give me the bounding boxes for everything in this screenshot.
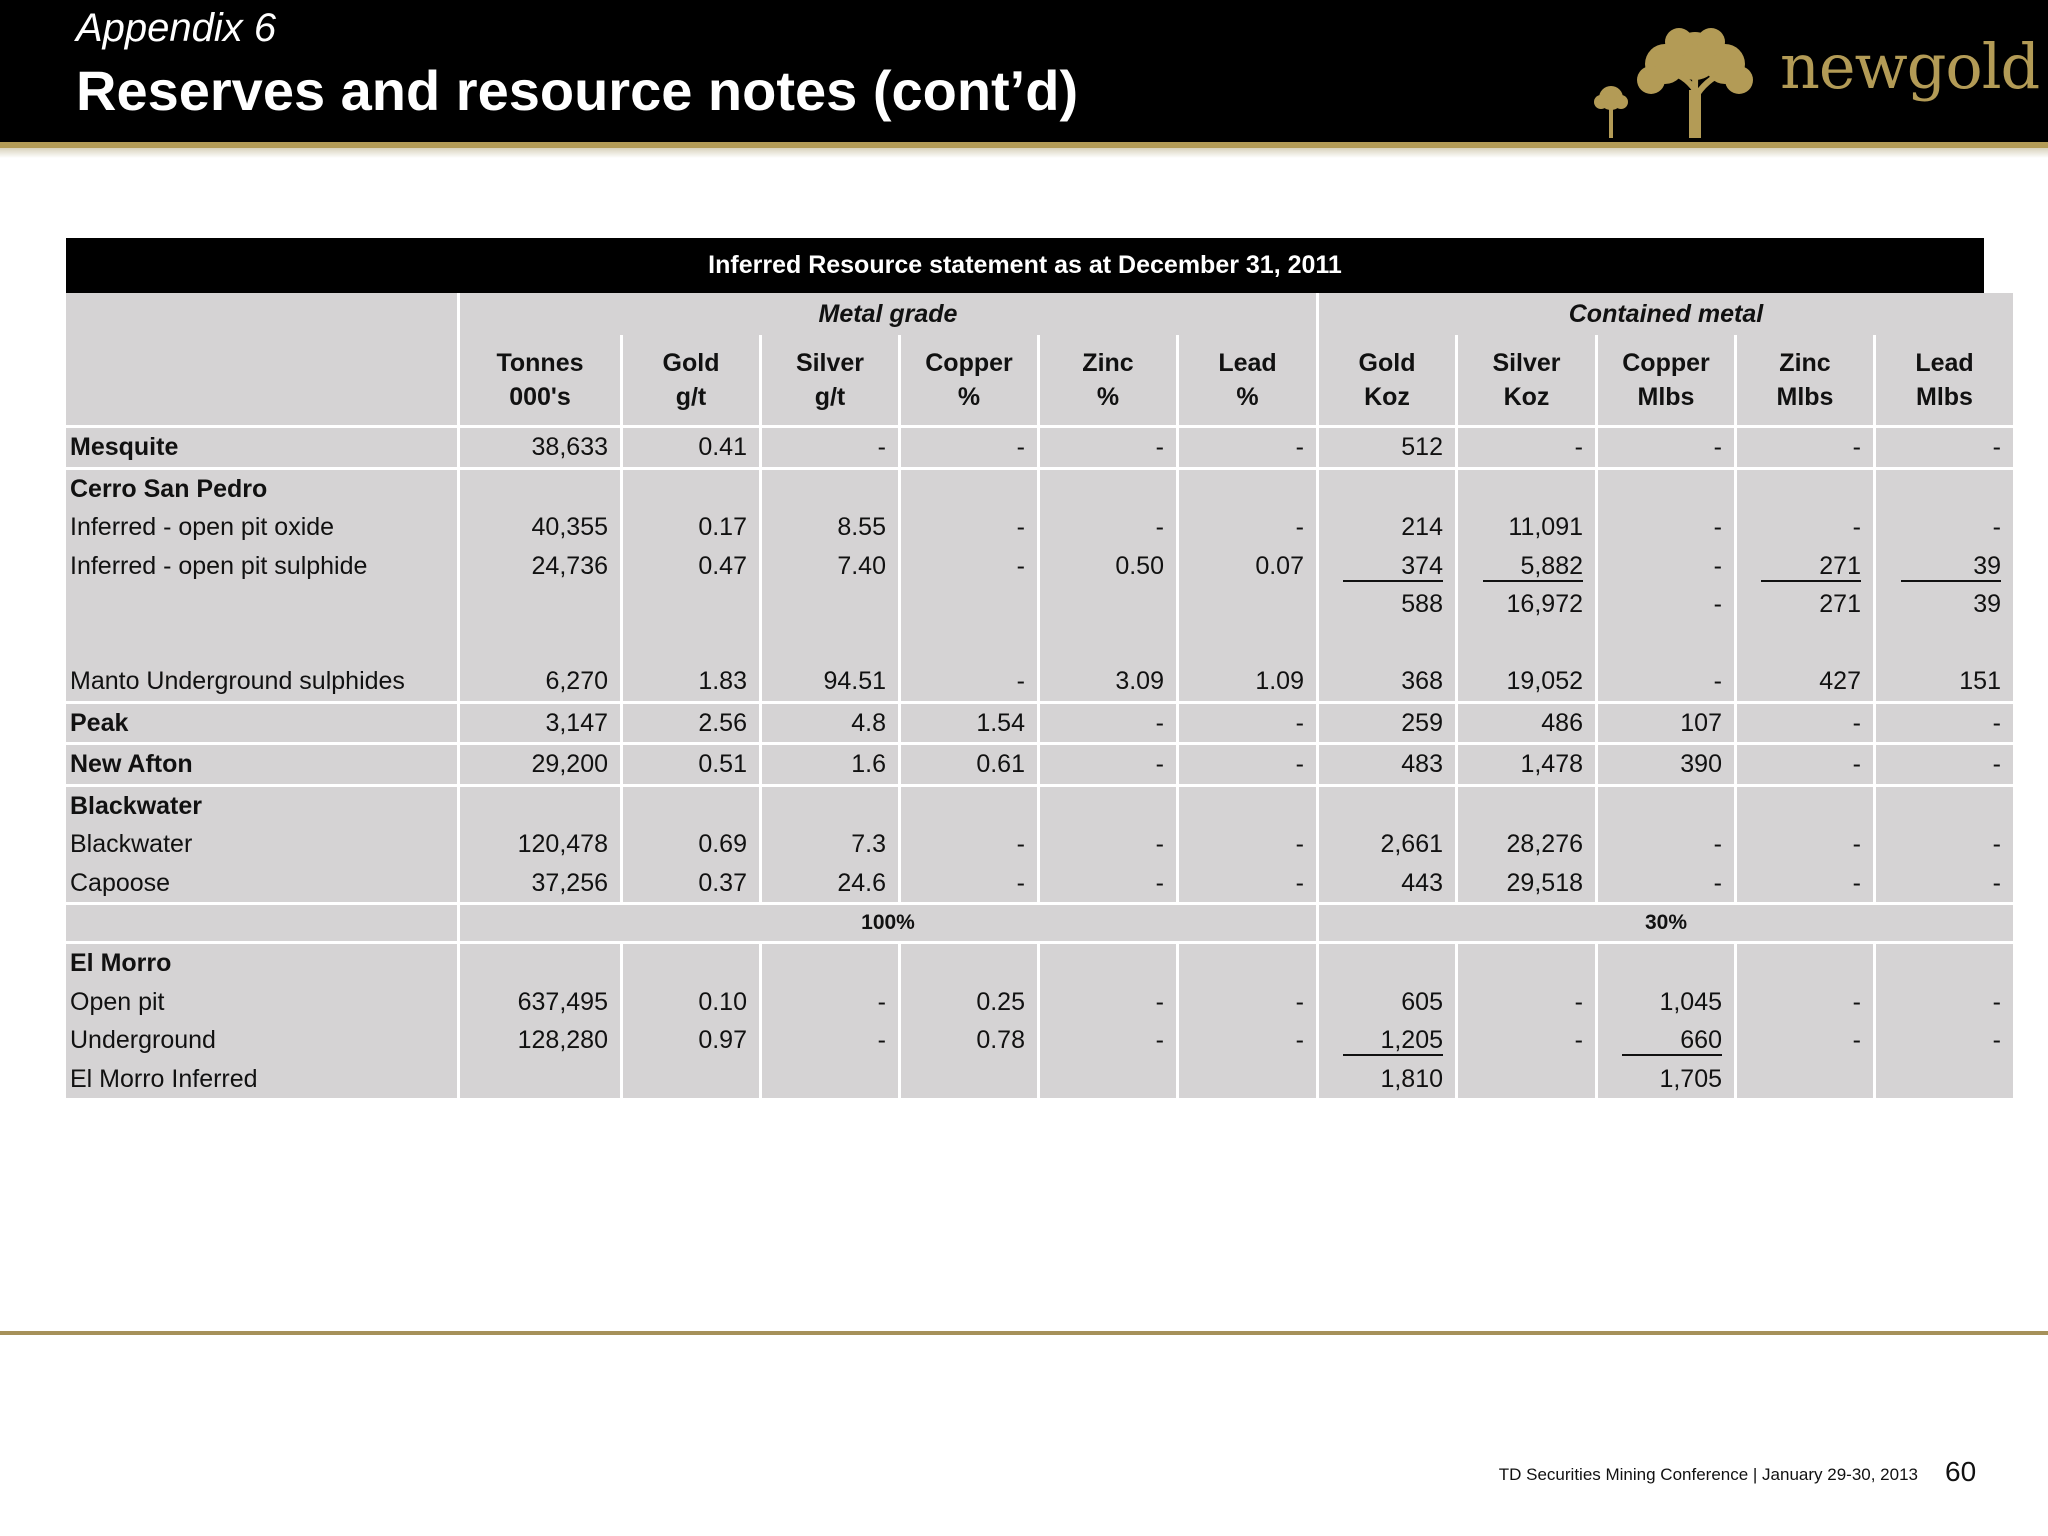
empty-cell — [623, 585, 759, 624]
column-header-unit: Koz — [1503, 383, 1550, 411]
empty-cell — [1040, 787, 1176, 826]
empty-cell — [1179, 1060, 1316, 1099]
column-header — [762, 335, 898, 425]
value-cell: - — [1040, 704, 1176, 743]
value-cell: - — [1040, 745, 1176, 784]
value-cell: 19,052 — [1458, 662, 1595, 701]
value-cell: - — [901, 547, 1037, 586]
value-cell: 0.61 — [901, 745, 1037, 784]
empty-cell — [1179, 787, 1316, 826]
empty-cell — [1458, 624, 1595, 663]
empty-cell — [1319, 944, 1455, 983]
underlined-value: 374 — [1343, 552, 1443, 582]
value-cell: 390 — [1598, 745, 1734, 784]
column-header-unit: Mlbs — [1776, 383, 1834, 411]
value-cell: - — [1040, 1021, 1176, 1060]
value-cell: 0.37 — [623, 864, 759, 903]
column-header-top: Silver — [1492, 349, 1561, 377]
empty-cell — [762, 944, 898, 983]
value-cell: - — [1458, 983, 1595, 1022]
value-cell: 512 — [1319, 428, 1455, 467]
value-cell: - — [1598, 864, 1734, 903]
subtotal-cell: 39 — [1876, 585, 2013, 624]
empty-cell — [1737, 470, 1873, 509]
empty-cell — [1040, 470, 1176, 509]
empty-cell — [762, 470, 898, 509]
empty-cell — [762, 787, 898, 826]
group-metal-grade: Metal grade — [460, 293, 1316, 335]
value-cell: - — [762, 428, 898, 467]
value-cell: - — [1737, 825, 1873, 864]
empty-cell — [1458, 787, 1595, 826]
value-cell: - — [901, 825, 1037, 864]
value-cell: 40,355 — [460, 508, 620, 547]
page-title: Reserves and resource notes (cont’d) — [76, 59, 1079, 122]
empty-cell — [460, 624, 620, 663]
empty-cell — [1458, 1060, 1595, 1099]
newgold-logo-text: newgold — [1780, 30, 2040, 103]
underlined-value: 660 — [1622, 1026, 1722, 1056]
inferred-resource-table — [66, 238, 2001, 1098]
value-cell: - — [1598, 662, 1734, 701]
column-header-top: Copper — [925, 349, 1013, 377]
column-header-top: Zinc — [1082, 349, 1134, 377]
empty-cell — [901, 470, 1037, 509]
value-cell: - — [1458, 428, 1595, 467]
group-contained-metal: Contained metal — [1319, 293, 2013, 335]
empty-cell — [762, 585, 898, 624]
ownership-contained-pct: 30% — [1319, 905, 2013, 941]
value-cell: - — [1040, 864, 1176, 903]
empty-cell — [901, 624, 1037, 663]
empty-cell — [1598, 470, 1734, 509]
empty-cell — [460, 787, 620, 826]
value-cell: 0.51 — [623, 745, 759, 784]
empty-cell — [901, 787, 1037, 826]
row-label: El Morro Inferred — [66, 1060, 457, 1099]
value-cell: 443 — [1319, 864, 1455, 903]
column-header-top: Gold — [1358, 349, 1416, 377]
column-header-top: Copper — [1622, 349, 1710, 377]
value-cell: 38,633 — [460, 428, 620, 467]
value-cell: 2,661 — [1319, 825, 1455, 864]
value-cell: 128,280 — [460, 1021, 620, 1060]
underlined-value: 1,205 — [1343, 1026, 1443, 1056]
column-header-unit: g/t — [675, 383, 707, 411]
row-label: El Morro — [66, 944, 457, 983]
value-cell: - — [1598, 428, 1734, 467]
column-header — [1179, 335, 1316, 425]
column-header-top: Lead — [1915, 349, 1974, 377]
column-header-unit: 000's — [509, 383, 571, 411]
value-cell: 6,270 — [460, 662, 620, 701]
value-cell: 605 — [1319, 983, 1455, 1022]
value-cell — [1319, 547, 1455, 586]
row-label: Cerro San Pedro — [66, 470, 457, 509]
row-label: Inferred - open pit oxide — [66, 508, 457, 547]
empty-cell — [1876, 1060, 2013, 1099]
value-cell: 259 — [1319, 704, 1455, 743]
value-cell: 7.3 — [762, 825, 898, 864]
empty-cell — [623, 624, 759, 663]
subtotal-cell: - — [1598, 585, 1734, 624]
value-cell: 368 — [1319, 662, 1455, 701]
row-label: Peak — [66, 704, 457, 743]
value-cell: 1.09 — [1179, 662, 1316, 701]
value-cell — [1876, 547, 2013, 586]
value-cell: 28,276 — [1458, 825, 1595, 864]
value-cell: - — [1598, 825, 1734, 864]
column-header — [901, 335, 1037, 425]
value-cell: - — [1179, 825, 1316, 864]
empty-cell — [1040, 624, 1176, 663]
empty-cell — [1179, 944, 1316, 983]
empty-cell — [460, 1060, 620, 1099]
value-cell: - — [1737, 983, 1873, 1022]
value-cell: 0.10 — [623, 983, 759, 1022]
column-header — [1737, 335, 1873, 425]
value-cell — [1458, 547, 1595, 586]
value-cell: 637,495 — [460, 983, 620, 1022]
value-cell: 486 — [1458, 704, 1595, 743]
underlined-value: 271 — [1761, 552, 1861, 582]
value-cell: - — [901, 864, 1037, 903]
column-header-unit: Mlbs — [1637, 383, 1695, 411]
value-cell: - — [1040, 508, 1176, 547]
row-label: Capoose — [66, 864, 457, 903]
column-header-top: Lead — [1218, 349, 1277, 377]
value-cell: 0.69 — [623, 825, 759, 864]
value-cell: - — [1737, 1021, 1873, 1060]
row-label-header-blank — [66, 293, 457, 425]
value-cell: - — [1179, 704, 1316, 743]
value-cell: - — [901, 662, 1037, 701]
empty-cell — [1876, 944, 2013, 983]
empty-cell — [460, 944, 620, 983]
subtotal-cell: 271 — [1737, 585, 1873, 624]
value-cell: 29,200 — [460, 745, 620, 784]
value-cell: - — [1876, 704, 2013, 743]
value-cell: 3,147 — [460, 704, 620, 743]
value-cell: - — [1737, 704, 1873, 743]
empty-cell — [1876, 624, 2013, 663]
empty-cell — [901, 1060, 1037, 1099]
total-copper-mlbs: 1,705 — [1598, 1060, 1734, 1099]
empty-cell — [1737, 1060, 1873, 1099]
column-header — [1598, 335, 1734, 425]
empty-cell — [1598, 787, 1734, 826]
footer-rule — [0, 1331, 2048, 1335]
empty-cell — [623, 944, 759, 983]
value-cell: - — [1876, 864, 2013, 903]
empty-cell — [1598, 624, 1734, 663]
table-title: Inferred Resource statement as at December 31, 2011 — [66, 238, 1984, 293]
value-cell: - — [1040, 983, 1176, 1022]
empty-cell — [460, 470, 620, 509]
value-cell: 1,045 — [1598, 983, 1734, 1022]
conference-footer: TD Securities Mining Conference | January 29-30, 2013 — [1498, 1465, 1918, 1484]
value-cell: 151 — [1876, 662, 2013, 701]
column-header — [460, 335, 620, 425]
value-cell: - — [762, 983, 898, 1022]
table-grid — [66, 293, 2001, 1098]
empty-cell — [1040, 944, 1176, 983]
appendix-label: Appendix 6 — [76, 6, 277, 50]
column-header — [1876, 335, 2013, 425]
column-header-unit: % — [957, 383, 981, 411]
value-cell: - — [1458, 1021, 1595, 1060]
value-cell: - — [1598, 508, 1734, 547]
value-cell: - — [1179, 428, 1316, 467]
value-cell: - — [1179, 983, 1316, 1022]
value-cell: 0.41 — [623, 428, 759, 467]
column-header-unit: % — [1236, 383, 1259, 411]
value-cell: - — [1598, 547, 1734, 586]
empty-cell — [1876, 470, 2013, 509]
column-header-unit: g/t — [814, 383, 846, 411]
column-header-unit: Mlbs — [1916, 383, 1973, 411]
value-cell: 0.47 — [623, 547, 759, 586]
value-cell: 1.54 — [901, 704, 1037, 743]
value-cell: 2.56 — [623, 704, 759, 743]
value-cell: 107 — [1598, 704, 1734, 743]
value-cell: - — [1179, 508, 1316, 547]
value-cell: - — [1876, 825, 2013, 864]
total-gold-koz: 1,810 — [1319, 1060, 1455, 1099]
empty-cell — [1458, 944, 1595, 983]
value-cell: 0.78 — [901, 1021, 1037, 1060]
row-label: New Afton — [66, 745, 457, 784]
row-label: Inferred - open pit sulphide — [66, 547, 457, 586]
value-cell: - — [762, 1021, 898, 1060]
value-cell: - — [1737, 745, 1873, 784]
value-cell: 0.50 — [1040, 547, 1176, 586]
value-cell: - — [1876, 745, 2013, 784]
empty-cell — [1179, 624, 1316, 663]
value-cell: 11,091 — [1458, 508, 1595, 547]
page-number: 60 — [1945, 1456, 1977, 1487]
empty-cell — [1040, 585, 1176, 624]
value-cell — [1319, 1021, 1455, 1060]
value-cell: - — [1040, 428, 1176, 467]
value-cell: 1.6 — [762, 745, 898, 784]
row-label: Blackwater — [66, 787, 457, 826]
value-cell — [1737, 547, 1873, 586]
empty-cell — [1179, 470, 1316, 509]
value-cell: - — [1737, 428, 1873, 467]
value-cell: - — [901, 508, 1037, 547]
empty-cell — [1598, 944, 1734, 983]
empty-cell — [1737, 624, 1873, 663]
value-cell: - — [1876, 983, 2013, 1022]
value-cell: - — [1179, 1021, 1316, 1060]
value-cell: - — [1876, 1021, 2013, 1060]
empty-cell — [1179, 585, 1316, 624]
column-header-unit: Koz — [1364, 383, 1410, 411]
column-header-top: Silver — [795, 349, 865, 377]
value-cell: 8.55 — [762, 508, 898, 547]
empty-cell — [1737, 787, 1873, 826]
value-cell: 214 — [1319, 508, 1455, 547]
value-cell: - — [1737, 508, 1873, 547]
value-cell: 427 — [1737, 662, 1873, 701]
column-header — [1458, 335, 1595, 425]
value-cell: 0.97 — [623, 1021, 759, 1060]
empty-cell — [901, 585, 1037, 624]
empty-cell — [1876, 787, 2013, 826]
column-header-top: Zinc — [1779, 349, 1831, 377]
value-cell: 7.40 — [762, 547, 898, 586]
value-cell — [1598, 1021, 1734, 1060]
row-label: Manto Underground sulphides — [66, 662, 457, 701]
value-cell: - — [1876, 508, 2013, 547]
column-header-top: Gold — [662, 349, 720, 377]
value-cell: 0.07 — [1179, 547, 1316, 586]
empty-cell — [623, 470, 759, 509]
ownership-grade-pct: 100% — [460, 905, 1316, 941]
value-cell: 4.8 — [762, 704, 898, 743]
empty-cell — [762, 624, 898, 663]
row-label: Open pit — [66, 983, 457, 1022]
subtotal-cell: 16,972 — [1458, 585, 1595, 624]
value-cell: 24,736 — [460, 547, 620, 586]
value-cell: - — [1040, 825, 1176, 864]
column-header — [1319, 335, 1455, 425]
value-cell: - — [1179, 864, 1316, 903]
subtotal-cell: 588 — [1319, 585, 1455, 624]
row-label: Blackwater — [66, 825, 457, 864]
empty-cell — [66, 905, 457, 941]
empty-cell — [66, 624, 457, 663]
value-cell: 37,256 — [460, 864, 620, 903]
value-cell: 1,478 — [1458, 745, 1595, 784]
empty-cell — [762, 1060, 898, 1099]
column-header — [1040, 335, 1176, 425]
value-cell: 0.25 — [901, 983, 1037, 1022]
empty-cell — [1040, 1060, 1176, 1099]
value-cell: 483 — [1319, 745, 1455, 784]
value-cell: 29,518 — [1458, 864, 1595, 903]
value-cell: - — [1179, 745, 1316, 784]
value-cell: 1.83 — [623, 662, 759, 701]
empty-cell — [623, 1060, 759, 1099]
empty-cell — [66, 585, 457, 624]
empty-cell — [1458, 470, 1595, 509]
value-cell: 3.09 — [1040, 662, 1176, 701]
empty-cell — [460, 585, 620, 624]
empty-cell — [901, 944, 1037, 983]
row-label: Underground — [66, 1021, 457, 1060]
empty-cell — [623, 787, 759, 826]
column-header-unit: % — [1096, 383, 1120, 411]
value-cell: - — [1737, 864, 1873, 903]
underlined-value: 5,882 — [1483, 552, 1583, 582]
value-cell: 0.17 — [623, 508, 759, 547]
column-header — [623, 335, 759, 425]
empty-cell — [1319, 787, 1455, 826]
empty-cell — [1319, 624, 1455, 663]
value-cell: 120,478 — [460, 825, 620, 864]
underlined-value: 39 — [1901, 552, 2001, 582]
column-header-top: Tonnes — [496, 349, 584, 377]
value-cell: 24.6 — [762, 864, 898, 903]
value-cell: - — [901, 428, 1037, 467]
value-cell: 94.51 — [762, 662, 898, 701]
empty-cell — [1319, 470, 1455, 509]
value-cell: - — [1876, 428, 2013, 467]
header-shadow — [0, 148, 2048, 158]
empty-cell — [1737, 944, 1873, 983]
row-label: Mesquite — [66, 428, 457, 467]
